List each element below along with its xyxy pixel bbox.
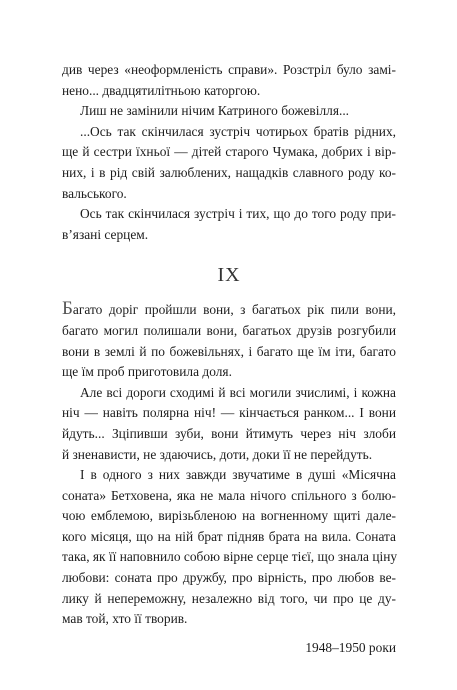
text-line: ще й сестри їхньої — дітей старого Чумака, добрих і вір- [62,144,396,160]
text-line: ще їм проб приготовила доля. [62,364,232,380]
text-line: Ось так скінчилася зустріч і тих, що до того роду при- [80,206,396,222]
text-line: І в одного з них завжди звучатиме в душі «Місячна [80,467,396,483]
chapter-number: IX [217,264,241,287]
text-line: Але всі дороги сходимі й всі могили зчислимі, і кожна [80,384,396,400]
date-signature: 1948–1950 роки [305,639,396,655]
text-line: вони в землі й по божевільнях, і багато ще їм іти, багато [62,343,396,359]
text-line: нено... двадцятилітньою каторгою. [62,82,261,98]
text-line: Лиш не замінили нічим Катриного божевілля... [80,103,350,119]
paragraph-meeting-ended [62,122,396,204]
book-page [62,60,396,658]
text-line-rest: агато доріг пройшли вони, з багатьох рік пили вони, [72,302,396,318]
paragraph-katrya-madness [62,101,396,122]
paragraph-all-roads [62,383,396,465]
text-line: любови: соната про дружбу, про вірність, про любов ве- [62,570,396,586]
text-line: соната» Бетховена, яка не мала нічого спільного з болю- [62,487,396,503]
text-line: них, і в рід свій залюблених, нащадків славного роду ко- [62,164,396,180]
text-line: чою емблемою, вирізьбленою на вогненному щиті дале- [62,508,396,524]
text-line: ніч — навіть полярна ніч! — кінчається ранком... І вони [62,405,396,421]
drop-cap-letter: Б [62,298,73,320]
text-line: див через «неоформленість справи». Розстріл було замі- [62,62,396,77]
text-line: ...Ось так скінчилася зустріч чотирьох братів рідних, [80,123,396,139]
text-line: лику й непереможну, незалежно від того, чи про це ду- [62,590,396,606]
text-line: така, як її наповнило собою вірне серце тієї, що знала ціну [62,549,398,565]
paragraph-moonlight-sonata [62,465,396,630]
text-line: багато могил полишали вони, багатьох друзів розгубили [62,322,396,338]
text-line: мав той, хто її творив. [62,611,188,627]
text-line: в’язані серцем. [62,226,149,242]
paragraph-sentence-commuted [62,60,396,101]
text-line: кого місяця, що на ній брат підняв брата на вила. Соната [62,528,396,544]
text-line: вальського. [62,185,127,201]
paragraph-meeting-others [62,204,396,245]
text-line [62,299,396,321]
text-line: йдуть... Зціпивши зуби, вони йтимуть через ніч злоби [62,425,396,441]
paragraph-many-roads [62,299,396,382]
text-line: й зненависти, не здаючись, доти, доки її не перейдуть. [62,446,373,462]
